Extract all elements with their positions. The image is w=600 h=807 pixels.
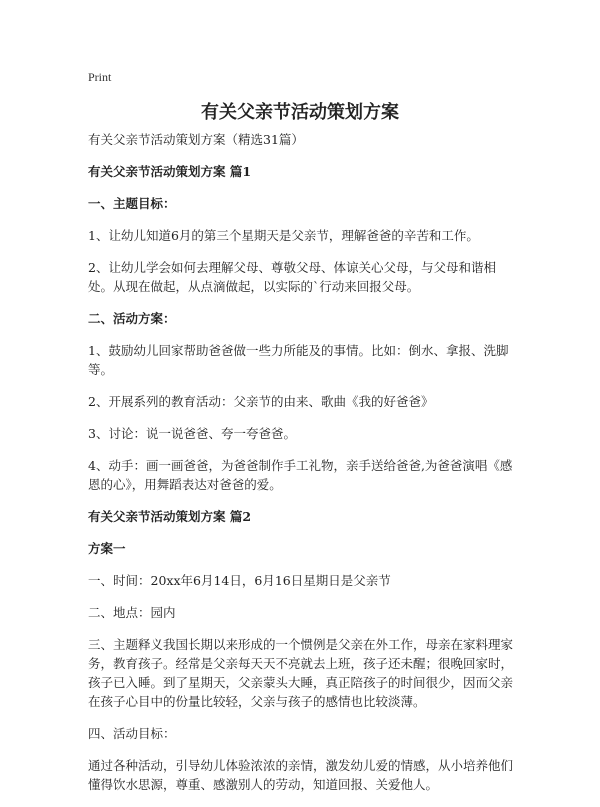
plan-item-1: 1、鼓励幼儿回家帮助爸爸做一些力所能及的事情。比如：倒水、拿报、洗脚等。: [88, 343, 509, 377]
theme-paragraph: 三、主题释义我国长期以来形成的一个惯例是父亲在外工作，母亲在家料理家务，教育孩子。经常是父亲每天天不亮就去上班，孩子还未醒；很晚回家时，孩子已入睡。到了星期天，父亲蒙头大睡，真正陪孩子的时间很少，因而父亲在孩子心目中的份量比较轻，父亲与孩子的感情也比较淡薄。: [88, 637, 514, 709]
document-title: 有关父亲节活动策划方案: [201, 102, 399, 123]
goal-item-2: 2、让幼儿学会如何去理解父母、尊敬父母、体谅关心父母，与父母和谐相处。从现在做起，从点滴做起，以实际的`行动来回报父母。: [88, 260, 496, 294]
plan-one-title: 方案一: [88, 541, 126, 556]
plan-heading: 二、活动方案：: [88, 311, 176, 326]
goal-item-1: 1、让幼儿知道6月的第三个星期天是父亲节，理解爸爸的辛苦和工作。: [88, 228, 479, 243]
time-line: 一、时间：20xx年6月14日，6月16日星期日是父亲节: [88, 573, 391, 588]
print-label: Print: [88, 70, 112, 84]
section-heading-2: 有关父亲节活动策划方案 篇2: [88, 509, 252, 524]
goal-heading: 一、主题目标：: [88, 196, 176, 211]
activity-goal-text: 通过各种活动，引导幼儿体验浓浓的亲情，激发幼儿爱的情感，从小培养他们懂得饮水思源，尊重、感激别人的劳动，知道回报、关爱他人。: [88, 758, 514, 792]
subtitle: 有关父亲节活动策划方案（精选31篇）: [88, 132, 304, 147]
plan-item-2: 2、开展系列的教育活动：父亲节的由来、歌曲《我的好爸爸》: [88, 394, 434, 409]
location-line: 二、地点：园内: [88, 605, 176, 620]
activity-goal-heading: 四、活动目标：: [88, 726, 176, 741]
section-heading-1: 有关父亲节活动策划方案 篇1: [88, 164, 252, 179]
plan-item-3: 3、讨论：说一说爸爸、夸一夸爸爸。: [88, 426, 296, 441]
document-body: [88, 130, 518, 807]
plan-item-4: 4、动手：画一画爸爸，为爸爸制作手工礼物，亲手送给爸爸,为爸爸演唱《感恩的心》，用舞蹈表达对爸爸的爱。: [88, 458, 513, 492]
